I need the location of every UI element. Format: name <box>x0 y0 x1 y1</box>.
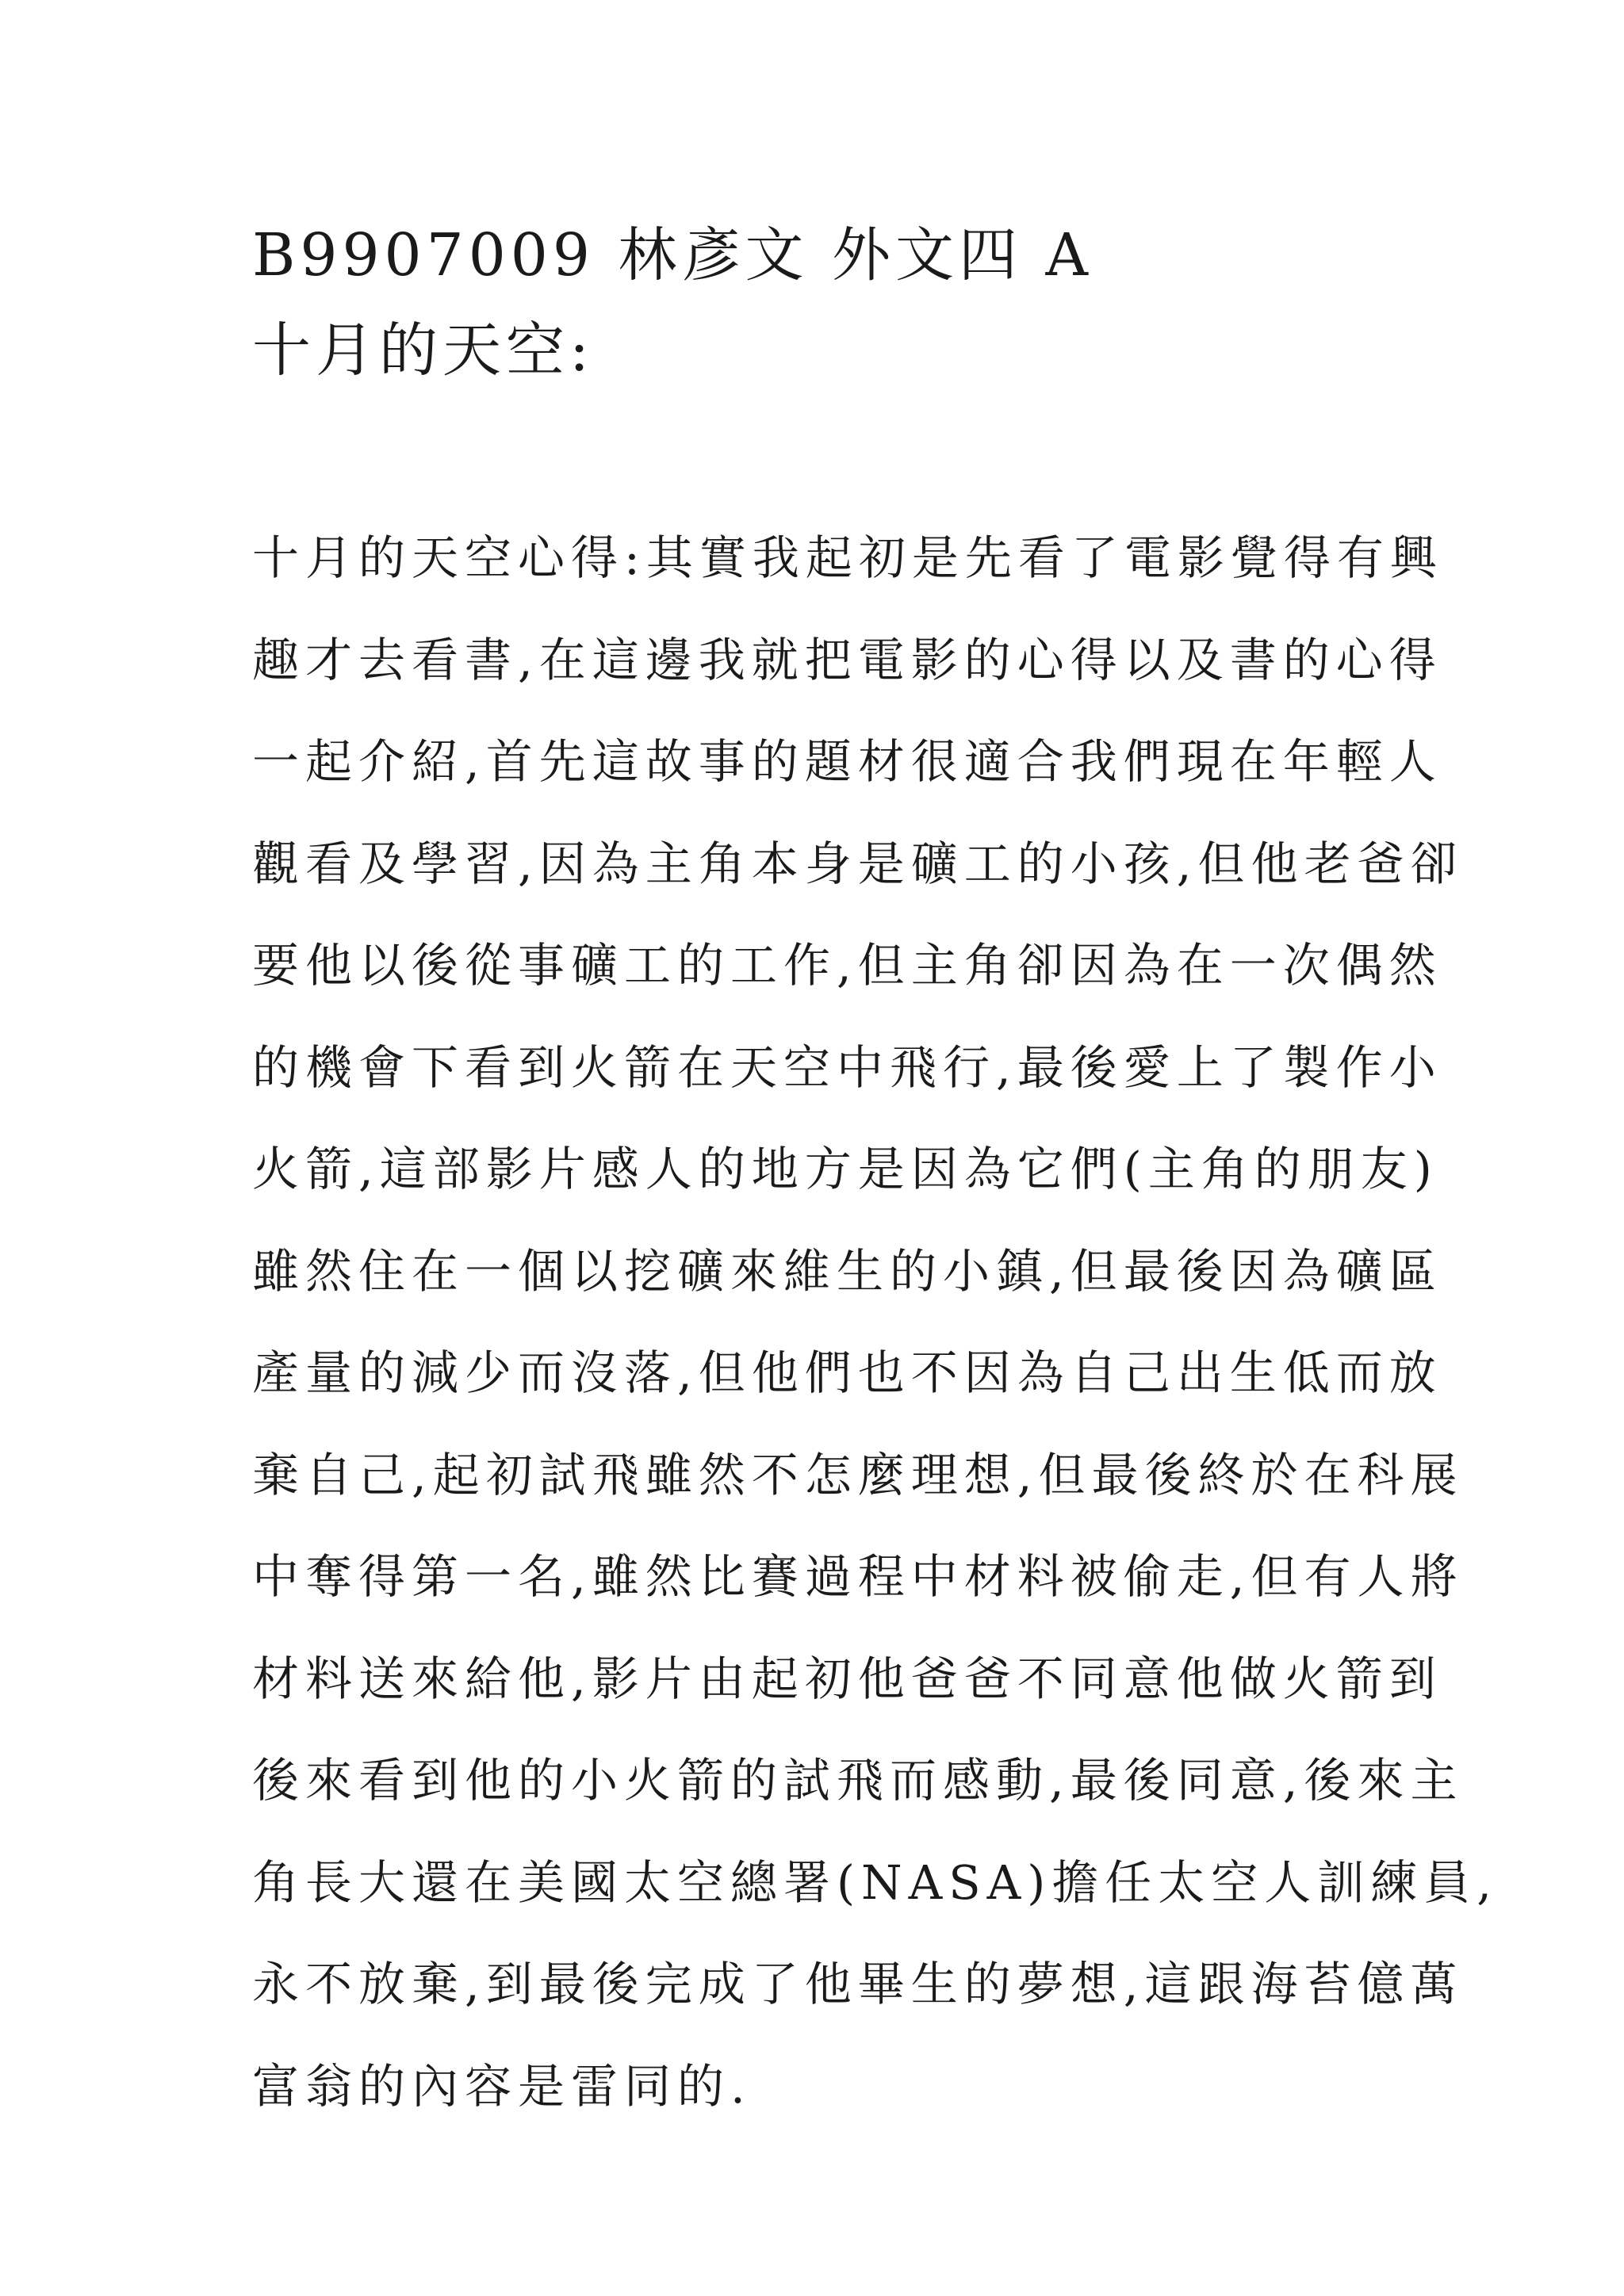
document-body <box>252 507 1499 2137</box>
student-id-line: B9907009 林彥文 外文四 A <box>252 221 1093 289</box>
body-line: 雖然住在一個以挖礦來維生的小鎮,但最後因為礦區 <box>252 1243 1442 1299</box>
body-line: 後來看到他的小火箭的試飛而感動,最後同意,後來主 <box>252 1753 1464 1808</box>
body-line: 火箭,這部影片感人的地方是因為它們(主角的朋友) <box>252 1142 1438 1196</box>
body-line: 角長大還在美國太空總署(NASA)擔任太空人訓練員, <box>252 1854 1499 1910</box>
body-line: 材料送來給他,影片由起初他爸爸不同意他做火箭到 <box>252 1651 1442 1706</box>
body-line: 的機會下看到火箭在天空中飛行,最後愛上了製作小 <box>252 1039 1442 1095</box>
body-line: 中奪得第一名,雖然比賽過程中材料被偷走,但有人將 <box>252 1549 1464 1604</box>
body-line: 棄自己,起初試飛雖然不怎麼理想,但最後終於在科展 <box>252 1447 1464 1502</box>
body-line: 觀看及學習,因為主角本身是礦工的小孩,但他老爸卻 <box>252 836 1464 891</box>
body-line: 產量的減少而沒落,但他們也不因為自己出生低而放 <box>252 1345 1442 1400</box>
body-line: 十月的天空心得:其實我起初是先看了電影覺得有興 <box>252 530 1443 585</box>
body-line: 永不放棄,到最後完成了他畢生的夢想,這跟海苔億萬 <box>252 1957 1464 2011</box>
body-line: 富翁的內容是雷同的. <box>252 2058 752 2114</box>
body-line: 一起介紹,首先這故事的題材很適合我們現在年輕人 <box>252 734 1442 789</box>
body-line: 趣才去看書,在這邊我就把電影的心得以及書的心得 <box>252 632 1442 687</box>
body-line: 要他以後從事礦工的工作,但主角卻因為在一次偶然 <box>252 938 1442 993</box>
document-title: 十月的天空: <box>252 316 594 385</box>
document-header <box>252 208 1442 398</box>
